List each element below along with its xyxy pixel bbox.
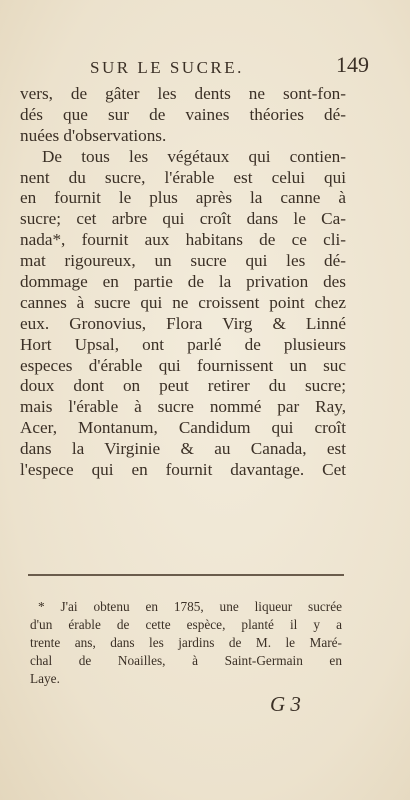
text-line: dans la Virginie & au Canada, est (20, 439, 346, 459)
footnote-line: * J'ai obtenu en 1785, une liqueur sucrée (38, 599, 342, 614)
text-line: nent du sucre, l'érable est celui qui (20, 167, 346, 187)
text-line: mat rigoureux, un sucre qui les dé- (20, 251, 346, 271)
text-line: nada*, fournit aux habitans de ce cli- (20, 230, 346, 250)
footnote-line: Laye. (30, 671, 60, 686)
footnote (30, 598, 342, 688)
text-line: vers, de gâter les dents ne sont-fon- (20, 84, 346, 103)
text-line: nuées d'observations. (20, 125, 167, 145)
text-line: Hort Upsal, ont parlé de plusieurs (20, 334, 346, 354)
text-line: Acer, Montanum, Candidum qui croît (20, 418, 346, 438)
page-header (0, 52, 410, 82)
text-line: eux. Gronovius, Flora Virg & Linné (20, 313, 346, 333)
text-line: dommage en partie de la privation des (20, 272, 346, 292)
text-line: l'espece qui en fournit davantage. Cet (20, 460, 346, 480)
signature-mark: G 3 (270, 692, 301, 716)
text-line: en fournit le plus après la canne à (20, 188, 346, 208)
text-line: especes d'érable qui fournissent un suc (20, 355, 346, 375)
footnote-line: trente ans, dans les jardins de M. le Maré- (30, 635, 342, 650)
text-line: dés que sur de vaines théories dé- (20, 104, 346, 124)
text-line: De tous les végétaux qui contien- (42, 146, 346, 166)
footnote-line: d'un érable de cette espèce, planté il y a (30, 617, 342, 632)
page-number: 149 (336, 52, 369, 77)
text-line: cannes à sucre qui ne croissent point chez (20, 292, 346, 312)
main-text (20, 84, 346, 481)
footnote-line: chal de Noailles, à Saint-Germain en (30, 653, 342, 668)
text-line: doux dont on peut retirer du sucre; (20, 376, 346, 396)
text-line: sucre; cet arbre qui croît dans le Ca- (20, 209, 346, 229)
text-line: mais l'érable à sucre nommé par Ray, (20, 397, 346, 417)
running-head: SUR LE SUCRE. (90, 58, 244, 77)
footnote-rule (28, 574, 344, 576)
